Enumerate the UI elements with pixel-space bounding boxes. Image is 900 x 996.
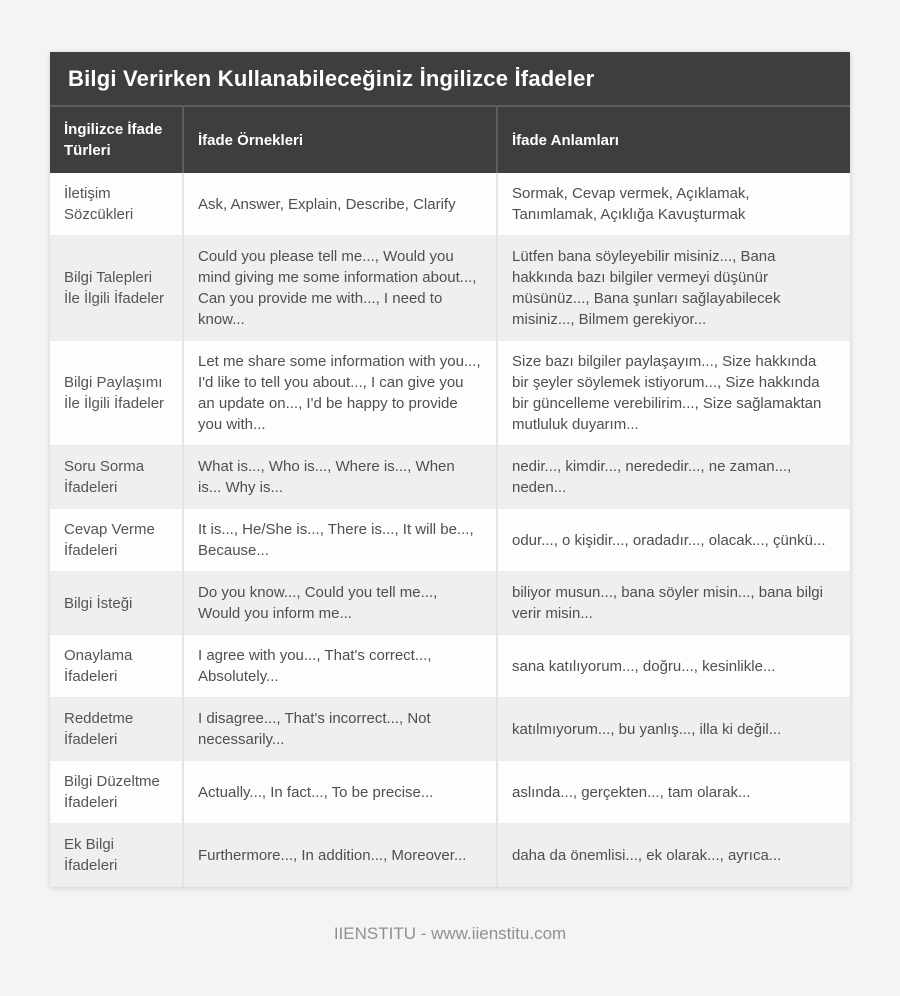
cell-meanings: Sormak, Cevap vermek, Açıklamak, Tanımlamak, Açıklığa Kavuşturmak — [497, 173, 850, 236]
cell-type: Bilgi Paylaşımı İle İlgili İfadeler — [50, 341, 183, 446]
cell-meanings: odur..., o kişidir..., oradadır..., olacak..., çünkü... — [497, 509, 850, 572]
cell-examples: Let me share some information with you..., I'd like to tell you about..., I can give you an update on..., I'd be happy to provide you with... — [183, 341, 497, 446]
cell-type: Reddetme İfadeleri — [50, 698, 183, 761]
table-row — [50, 698, 850, 761]
footer-credit: IIENSTITU - www.iienstitu.com — [333, 924, 567, 943]
cell-examples: I agree with you..., That's correct..., Absolutely... — [183, 635, 497, 698]
cell-meanings: aslında..., gerçekten..., tam olarak... — [497, 761, 850, 824]
phrases-table — [50, 105, 850, 887]
cell-meanings: katılmıyorum..., bu yanlış..., illa ki değil... — [497, 698, 850, 761]
cell-type: Cevap Verme İfadeleri — [50, 509, 183, 572]
cell-type: İletişim Sözcükleri — [50, 173, 183, 236]
table-row — [50, 341, 850, 446]
table-row — [50, 572, 850, 635]
cell-meanings: biliyor musun..., bana söyler misin..., bana bilgi verir misin... — [497, 572, 850, 635]
cell-type: Bilgi Talepleri İle İlgili İfadeler — [50, 236, 183, 341]
table-row — [50, 761, 850, 824]
cell-examples: Actually..., In fact..., To be precise... — [183, 761, 497, 824]
cell-type: Bilgi İsteği — [50, 572, 183, 635]
header-row — [50, 106, 850, 173]
table-row — [50, 173, 850, 236]
cell-type: Soru Sorma İfadeleri — [50, 446, 183, 509]
phrases-table-container — [50, 52, 850, 887]
cell-examples: I disagree..., That's incorrect..., Not necessarily... — [183, 698, 497, 761]
cell-type: Onaylama İfadeleri — [50, 635, 183, 698]
cell-meanings: sana katılıyorum..., doğru..., kesinlikle... — [497, 635, 850, 698]
cell-examples: Do you know..., Could you tell me..., Would you inform me... — [183, 572, 497, 635]
cell-examples: It is..., He/She is..., There is..., It will be..., Because... — [183, 509, 497, 572]
column-header-phrase-types: İngilizce İfade Türleri — [50, 106, 183, 173]
table-body — [50, 173, 850, 887]
cell-meanings: daha da önemlisi..., ek olarak..., ayrıca... — [497, 824, 850, 887]
table-row — [50, 635, 850, 698]
table-row — [50, 236, 850, 341]
cell-type: Ek Bilgi İfadeleri — [50, 824, 183, 887]
table-row — [50, 509, 850, 572]
cell-examples: Could you please tell me..., Would you mind giving me some information about..., Can you provide me with..., I need to know... — [183, 236, 497, 341]
cell-type: Bilgi Düzeltme İfadeleri — [50, 761, 183, 824]
cell-examples: Ask, Answer, Explain, Describe, Clarify — [183, 173, 497, 236]
table-row — [50, 446, 850, 509]
page-title: Bilgi Verirken Kullanabileceğiniz İngilizce İfadeler — [50, 52, 850, 105]
cell-meanings: nedir..., kimdir..., nerededir..., ne zaman..., neden... — [497, 446, 850, 509]
column-header-phrase-meanings: İfade Anlamları — [497, 106, 850, 173]
table-header — [50, 106, 850, 173]
cell-examples: What is..., Who is..., Where is..., When is... Why is... — [183, 446, 497, 509]
table-row — [50, 824, 850, 887]
cell-meanings: Size bazı bilgiler paylaşayım..., Size hakkında bir şeyler söylemek istiyorum..., Size hakkında bir güncelleme verebilirim..., Size sağlamaktan mutluluk duyarım... — [497, 341, 850, 446]
cell-meanings: Lütfen bana söyleyebilir misiniz..., Bana hakkında bazı bilgiler vermeyi düşünür müsünüz..., Bana şunları sağlayabilecek misiniz..., Bilmem gerekiyor... — [497, 236, 850, 341]
column-header-phrase-examples: İfade Örnekleri — [183, 106, 497, 173]
cell-examples: Furthermore..., In addition..., Moreover... — [183, 824, 497, 887]
